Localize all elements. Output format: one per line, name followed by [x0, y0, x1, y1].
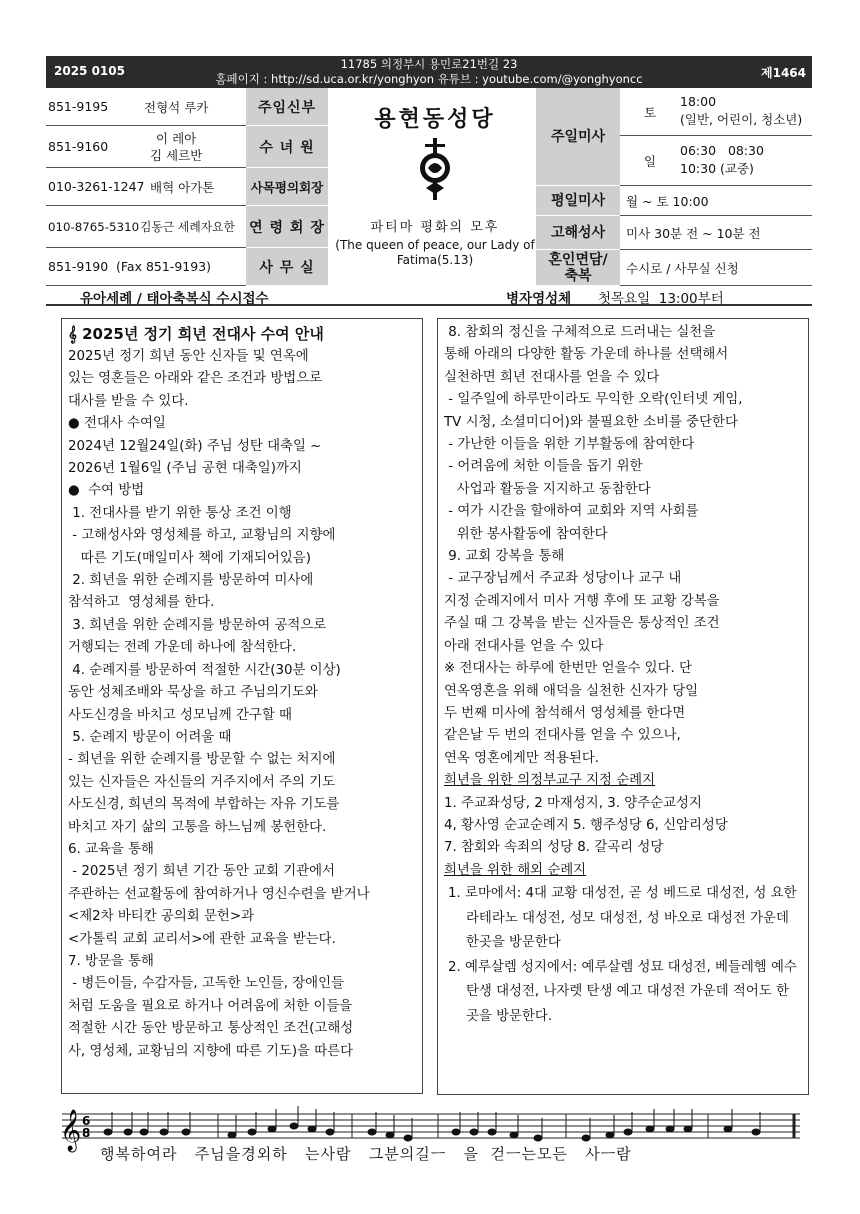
weekday-mass-value: 월 ~ 토 10:00: [620, 186, 812, 216]
hymn-note: [268, 1126, 276, 1132]
left-column-line: 2. 희년을 위한 순례지를 방문하여 미사에: [68, 573, 314, 589]
left-column-line: 2026년 1월6일 (주님 공현 대축일)까지: [68, 461, 302, 477]
right-column-line: 희년을 위한 의정부교구 지정 순례지: [444, 773, 656, 789]
contact-phone: 851-9195: [48, 99, 109, 114]
left-column-line: 사, 영성체, 교황님의 지향에 따른 기도)을 따른다: [68, 1043, 354, 1059]
sick-communion-value: 첫목요일 13:00부터: [598, 291, 724, 307]
right-column-line: TV 시청, 소셜미디어)와 불필요한 소비를 중단한다: [444, 414, 738, 430]
sunday-mass-label: 주일미사: [536, 88, 620, 186]
hymn-note: [452, 1129, 460, 1135]
marriage-value: 수시로 / 사무실 신청: [620, 250, 812, 286]
contact-phone: 851-9190: [48, 259, 109, 274]
header-address-block: [46, 57, 812, 87]
sunday-mass: [680, 136, 812, 186]
hymn-note: [624, 1129, 632, 1135]
left-column-line: 6. 교육을 통해: [68, 841, 154, 857]
right-column-line: 4, 황사영 순교순례지 5. 행주성당 6, 신암리성당: [444, 817, 728, 833]
church-emblem-icon: [416, 138, 454, 200]
hymn-lyrics: 행복하여라 주님을경외하 는사람 그분의길ㅡ 을 걷ㅡ는모든 사ㅡ람: [100, 1145, 632, 1163]
right-column-line: 8. 참회의 정신을 구체적으로 드러내는 실천을: [444, 325, 716, 340]
left-column-line: 사도신경을 바치고 성모님께 간구할 때: [68, 707, 292, 723]
right-column-line: 사업과 활동을 지지하고 동참한다: [444, 481, 651, 497]
hymn-note: [124, 1129, 132, 1135]
right-column-line: 연옥영혼을 위해 애덕을 실천한 신자가 당일: [444, 683, 699, 699]
hymn-note: [684, 1126, 692, 1132]
contact-role: 사 무 실: [246, 248, 328, 286]
contact-name: 전형석 루카: [144, 99, 209, 115]
contact-role: 사목평의회장: [246, 168, 328, 206]
jubilee-indulgence-right-column: [437, 318, 809, 1095]
hymn-note: [140, 1129, 148, 1135]
left-column-line: 있는 신자들은 자신들의 거주지에서 주의 기도: [68, 774, 336, 790]
contact-phone: 851-9160: [48, 139, 109, 154]
hymn-note: [326, 1129, 334, 1135]
treble-clef-icon: 𝄞: [60, 1110, 82, 1151]
sacrament-notice-bar: [46, 286, 812, 306]
right-column-line: 1. 로마에서: 4대 교황 대성전, 곧 성 베드로 대성전, 성 요한 라테라노 대성전, 성모 대성전, 성 바오로 대성전 가운데 한곳을 방문한다: [448, 886, 797, 951]
bulletin-date: 2025 0105: [54, 64, 125, 78]
left-column-line: - 희년을 위한 순례지를 방문할 수 없는 처지에: [68, 752, 336, 768]
issue-number: 제1464: [761, 66, 806, 80]
left-column-line: 바치고 자기 삶의 고통을 하느님께 봉헌한다.: [68, 819, 327, 835]
hymn-note: [724, 1126, 732, 1132]
contact-role: 주임신부: [246, 88, 328, 126]
contact-name: 배혁 아가톤: [150, 179, 215, 195]
right-column-line: 1. 주교좌성당, 2 마재성지, 3. 양주순교성지: [444, 795, 702, 811]
contact-role: 연 령 회 장: [246, 206, 328, 248]
left-column-line: 참석하고 영성체를 한다.: [68, 595, 215, 611]
saturday-mass: [680, 88, 812, 136]
right-column-line: 지정 순례지에서 미사 거행 후에 또 교황 강복을: [444, 593, 720, 609]
church-motto: 파티마 평화의 모후: [370, 220, 500, 235]
hymn-note: [534, 1135, 542, 1141]
left-column-lines: [68, 346, 416, 1063]
infant-baptism-notice: 유아세례 / 태아축복식 수시접수: [80, 291, 269, 307]
left-column-line: <가톨릭 교회 교리서>에 관한 교육을 받는다.: [68, 931, 336, 947]
jubilee-title: 𝄞 2025년 정기 희년 전대사 수여 안내: [68, 325, 324, 343]
jubilee-indulgence-left-column: [61, 318, 423, 1094]
church-english-name: (The queen of peace, our Lady of Fatima(5.13): [335, 238, 535, 267]
weekday-mass-label: 평일미사: [536, 186, 620, 216]
left-column-line: ● 수여 방법: [68, 483, 145, 499]
left-column-line: - 병든이들, 수감자들, 고독한 노인들, 장애인들: [68, 976, 344, 992]
hymn-note: [308, 1126, 316, 1132]
hymn-note: [248, 1129, 256, 1135]
right-column-line: 위한 봉사활동에 참여한다: [444, 526, 608, 542]
contact-row-5: [46, 248, 246, 286]
right-column-line: 희년을 위한 해외 순례지: [444, 862, 587, 878]
hymn-note: [228, 1132, 236, 1138]
right-column-line: - 교구장님께서 주교좌 성당이나 교구 내: [444, 571, 682, 587]
left-column-line: 거행되는 전례 가운데 하나에 참석한다.: [68, 640, 297, 656]
right-column-line: - 여가 시간을 할애하여 교회와 지역 사회를: [444, 504, 699, 520]
hymn-note: [488, 1129, 496, 1135]
right-column-line: - 가난한 이들을 위한 기부활동에 참여한다: [444, 437, 695, 453]
contact-name: 이 레아 김 세르반: [150, 130, 203, 163]
hymn-note: [160, 1129, 168, 1135]
right-column-line: 주실 때 그 강복을 받는 신자들은 통상적인 조건: [444, 616, 720, 632]
right-column-line: - 일주일에 하루만이라도 무익한 오락(인터넷 게임,: [444, 392, 743, 408]
left-column-line: - 고해성사와 영성체를 하고, 교황님의 지향에: [68, 528, 336, 544]
right-column-line: 같은날 두 번의 전대사를 얻을 수 있으나,: [444, 728, 681, 744]
hymn-note: [404, 1135, 412, 1141]
right-column-line: 7. 참회와 속죄의 성당 8. 갈곡리 성당: [444, 840, 664, 856]
left-column-line: ● 전대사 수여일: [68, 416, 166, 432]
left-column-line: 대사를 받을 수 있다.: [68, 393, 189, 409]
left-column-line: 5. 순례지 방문이 어려울 때: [68, 729, 232, 745]
hymn-note: [666, 1126, 674, 1132]
hymn-note: [104, 1129, 112, 1135]
left-column-line: 2025년 정기 희년 동안 신자들 및 연옥에: [68, 349, 309, 364]
saturday-note: (일반, 어린이, 청소년): [680, 112, 803, 127]
right-column-line: 연옥 영혼에게만 적용된다.: [444, 750, 600, 766]
confession-value: 미사 30분 전 ~ 10분 전: [620, 216, 812, 250]
header-banner: [46, 56, 812, 88]
right-column-line: ※ 전대사는 하루에 한번만 얻을수 있다. 단: [444, 661, 692, 677]
sunday-time-main: 10:30 (교중): [680, 161, 754, 176]
saturday-day: 토: [620, 88, 680, 136]
contact-row-3: [46, 168, 246, 206]
info-table: [46, 88, 812, 286]
hymn-note: [386, 1132, 394, 1138]
left-column-line: 처럼 도움을 필요로 하거나 어려움에 처한 이들을: [68, 998, 353, 1014]
contact-row-2: [46, 126, 246, 168]
right-column-line: 통해 아래의 다양한 활동 가운데 하나를 선택해서: [444, 347, 729, 363]
sunday-day: 일: [620, 136, 680, 186]
left-column-line: 사도신경, 희년의 목적에 부합하는 자유 기도를: [68, 797, 340, 813]
saturday-time: 18:00: [680, 94, 717, 109]
left-column-line: - 2025년 정기 희년 기간 동안 교회 기관에서: [68, 864, 335, 880]
hymn-note: [646, 1126, 654, 1132]
church-address: 11785 의정부시 용민로21번길 23: [340, 57, 518, 71]
right-column-line: 두 번째 미사에 참석해서 영성체를 한다면: [444, 705, 686, 721]
contact-name: (Fax 851-9193): [116, 259, 212, 274]
right-column-line: 2. 예루살렘 성지에서: 예루살렘 성묘 대성전, 베들레헴 예수 탄생 대성전, 나자렛 탄생 예고 대성전 가운데 적어도 한 곳을 방문한다.: [448, 959, 797, 1024]
time-signature-top: 6: [82, 1114, 91, 1128]
marriage-label: 혼인면담/ 축복: [536, 250, 620, 286]
right-column-line: 아래 전대사를 얻을 수 있다: [444, 638, 604, 654]
hymn-note: [752, 1129, 760, 1135]
confession-label: 고해성사: [536, 216, 620, 250]
hymn-note: [510, 1132, 518, 1138]
right-column-line: 실천하면 희년 전대사를 얻을 수 있다: [444, 369, 660, 385]
treble-clef-icon: 𝄞: [68, 325, 77, 343]
right-column-line: - 어려움에 처한 이들을 돕기 위한: [444, 459, 643, 475]
left-column-line: 동안 성체조배와 묵상을 하고 주님의기도와: [68, 685, 318, 701]
church-name: 용현동성당: [374, 107, 496, 132]
contact-phone: 010-3261-1247: [48, 179, 145, 194]
contact-row-4: [46, 206, 246, 248]
contact-row-1: [46, 88, 246, 126]
left-column-line: 4. 순례지를 방문하여 적절한 시간(30분 이상): [68, 662, 341, 678]
left-column-line: 3. 희년을 위한 순례지를 방문하여 공적으로: [68, 617, 327, 633]
left-column-line: 1. 전대사를 받기 위한 통상 조건 이행: [68, 505, 292, 521]
right-column-line: 9. 교회 강복을 통해: [444, 549, 565, 565]
left-column-line: 적절한 시간 동안 방문하고 통상적인 조건(고해성: [68, 1021, 354, 1037]
left-column-line: 있는 영혼들은 아래와 같은 조건과 방법으로: [68, 371, 323, 387]
hymn-note: [182, 1129, 190, 1135]
church-identity: [334, 88, 536, 286]
hymn-note: [582, 1135, 590, 1141]
church-web-links: 홈페이지 : http://sd.uca.or.kr/yonghyon 유튜브 : youtube.com/@yonghyoncc: [215, 72, 643, 86]
left-column-line: 따른 기도(매일미사 책에 기재되어있음): [68, 550, 311, 566]
left-column-line: 7. 방문을 통해: [68, 953, 154, 969]
hymn-note: [290, 1123, 298, 1129]
left-column-line: <제2차 바티칸 공의회 문헌>과: [68, 909, 255, 925]
time-signature-bottom: 8: [82, 1126, 91, 1140]
sick-communion-label: 병자영성체: [506, 291, 572, 307]
sunday-time-early: 06:30 08:30: [680, 143, 764, 158]
contact-name: 김동근 세례자요한: [140, 220, 235, 234]
right-column-lines: [444, 322, 802, 1029]
left-column-line: 주관하는 선교활동에 참여하거나 영신수련을 받거나: [68, 886, 370, 902]
contact-role: 수 녀 원: [246, 126, 328, 168]
hymn-note: [606, 1132, 614, 1138]
left-column-line: 2024년 12월24일(화) 주님 성탄 대축일 ~: [68, 438, 322, 454]
contact-phone: 010-8765-5310: [48, 219, 140, 234]
hymn-note: [470, 1129, 478, 1135]
hymn-note: [368, 1129, 376, 1135]
